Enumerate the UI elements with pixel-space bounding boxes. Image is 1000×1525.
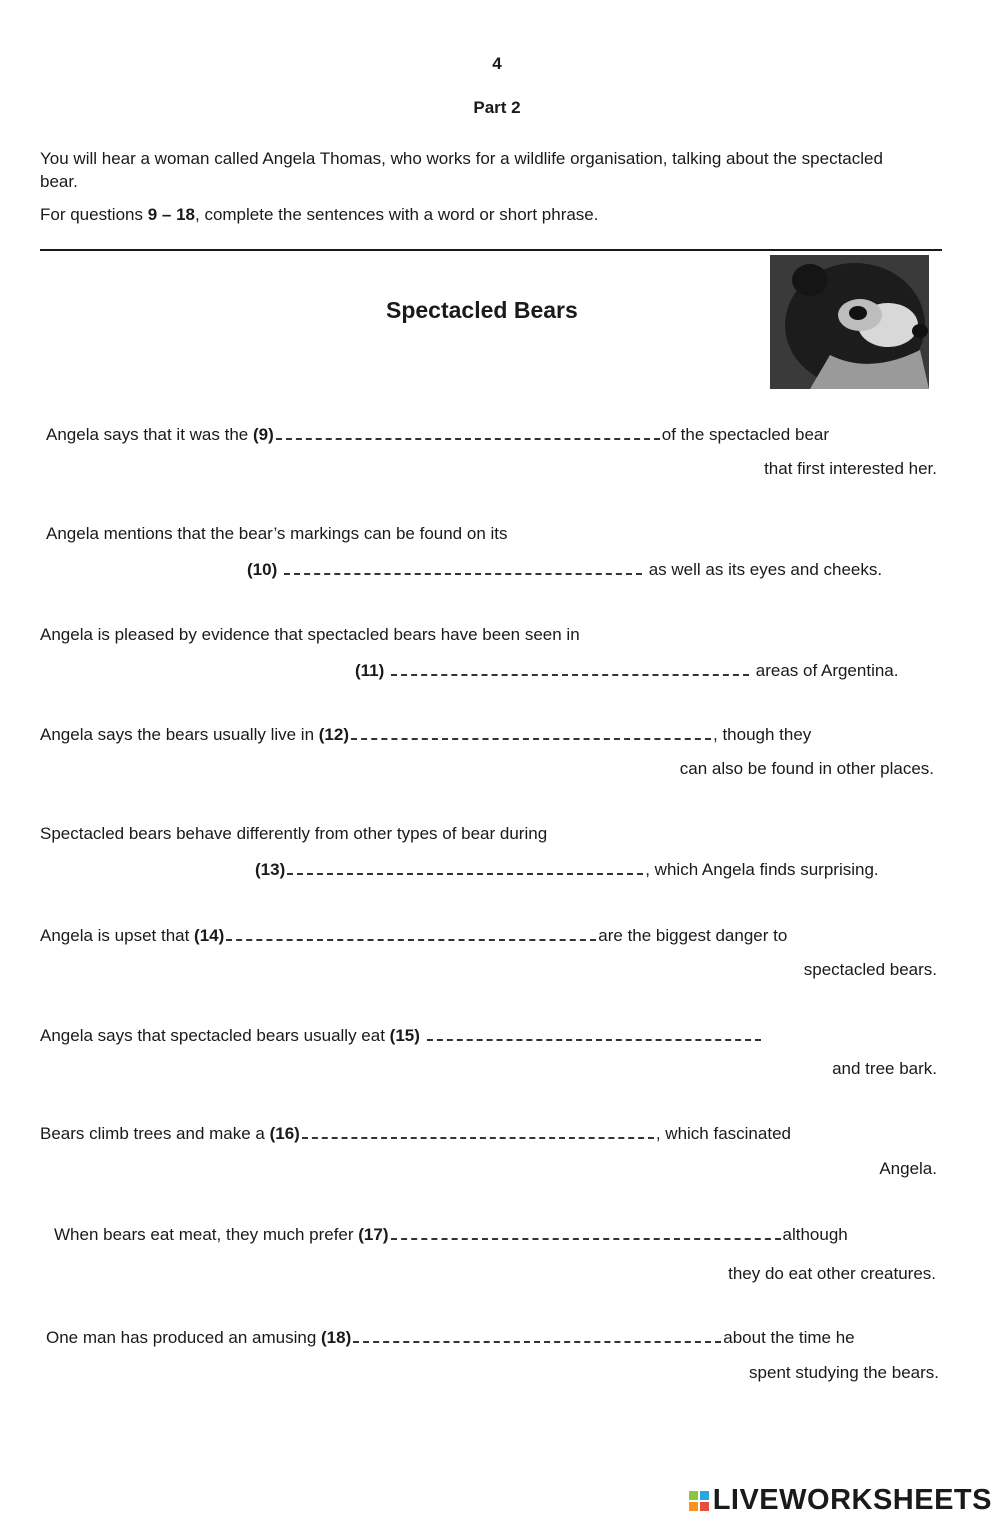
question-14: Angela is upset that (14) are the biggest danger to — [40, 926, 788, 945]
question-18-cont: spent studying the bears. — [749, 1363, 939, 1382]
question-17-cont: they do eat other creatures. — [728, 1264, 936, 1283]
question-13-line2: (13) , which Angela finds surprising. — [255, 860, 879, 879]
answer-blank-13[interactable] — [287, 858, 643, 875]
question-14-cont: spectacled bears. — [803, 960, 937, 979]
question-9-cont: that first interested her. — [764, 459, 937, 478]
worksheet-title: Spectacled Bears — [386, 297, 578, 323]
intro-text: You will hear a woman called Angela Thomas, who works for a wildlife organisation, talking about the spectacled bear. — [40, 149, 883, 191]
page-number: 4 — [492, 54, 502, 73]
divider — [40, 249, 942, 251]
part-title: Part 2 — [473, 98, 521, 117]
answer-blank-11[interactable] — [391, 659, 749, 676]
answer-blank-12[interactable] — [351, 723, 711, 740]
question-15: Angela says that spectacled bears usually eat (15) — [40, 1024, 763, 1047]
question-12-cont: can also be found in other places. — [679, 759, 934, 778]
answer-blank-15[interactable] — [427, 1024, 761, 1041]
question-10-line2: (10) as well as its eyes and cheeks. — [247, 560, 883, 579]
question-9: Angela says that it was the (9) of the spectacled bear — [46, 425, 830, 444]
answer-blank-16[interactable] — [302, 1122, 654, 1139]
answer-blank-14[interactable] — [226, 924, 596, 941]
question-12: Angela says the bears usually live in (12) , though they — [40, 725, 812, 744]
question-range: 9 – 18 — [147, 205, 195, 224]
question-11-line2: (11) areas of Argentina. — [355, 661, 899, 680]
question-10: Angela mentions that the bear’s markings can be found on its — [46, 524, 508, 543]
liveworksheets-logo: LIVEWORKSHEETS — [689, 1484, 992, 1517]
answer-blank-18[interactable] — [353, 1326, 721, 1343]
instructions: For questions 9 – 18, complete the sentences with a word or short phrase. — [40, 205, 599, 224]
question-18: One man has produced an amusing (18) about the time he — [46, 1328, 855, 1347]
question-11: Angela is pleased by evidence that spectacled bears have been seen in — [40, 625, 580, 644]
bear-photo — [770, 255, 929, 389]
question-16: Bears climb trees and make a (16) , which fascinated — [40, 1124, 791, 1143]
question-13: Spectacled bears behave differently from other types of bear during — [40, 824, 548, 843]
question-15-cont: and tree bark. — [832, 1059, 937, 1078]
bear-image-icon — [770, 255, 929, 389]
logo-grid-icon — [689, 1491, 709, 1511]
answer-blank-10[interactable] — [284, 558, 642, 575]
question-16-cont: Angela. — [879, 1159, 937, 1178]
question-17: When bears eat meat, they much prefer (17) although — [54, 1225, 848, 1244]
answer-blank-17[interactable] — [391, 1223, 781, 1240]
answer-blank-9[interactable] — [276, 423, 660, 440]
